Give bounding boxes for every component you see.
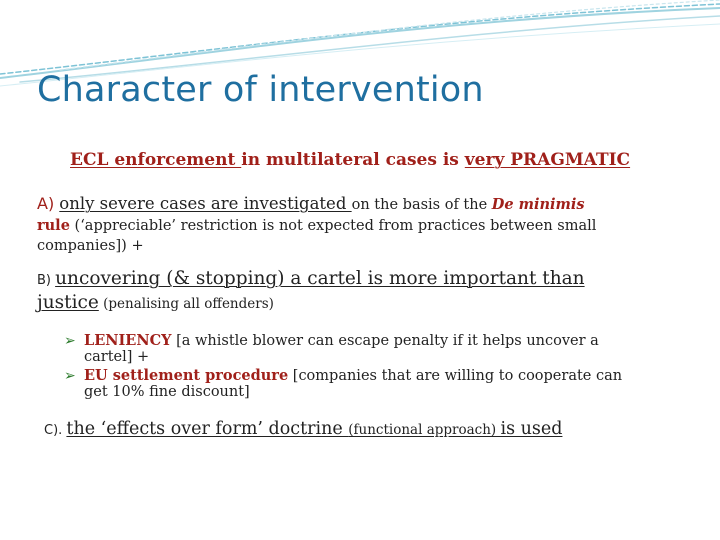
point-a-text-1: on the basis of the bbox=[351, 197, 492, 213]
bullet-2-line-2 bbox=[84, 384, 250, 400]
point-b-text: (penalising all offenders) bbox=[98, 296, 274, 312]
arrow-bullet-icon: ➢ bbox=[64, 368, 76, 384]
bullet-1-text-2: cartel] + bbox=[84, 349, 150, 365]
point-b-line-2 bbox=[37, 292, 274, 313]
point-a-text-2: (‘appreciable’ restriction is not expected from practices between small bbox=[69, 218, 597, 234]
bullet-2-text-1: [companies that are willing to cooperate can bbox=[288, 368, 623, 384]
point-a-line-3 bbox=[37, 238, 144, 254]
slide-title: Character of intervention bbox=[37, 70, 484, 110]
bullet-1-line-1 bbox=[84, 332, 599, 349]
headline bbox=[70, 150, 630, 170]
bullet-1-text-1: [a whistle blower can escape penalty if it helps uncover a bbox=[171, 333, 599, 349]
point-b-emphasis-1: uncovering (& stopping) a cartel is more important than bbox=[55, 268, 585, 289]
point-b-marker: B) bbox=[37, 273, 56, 288]
point-c-marker: C). bbox=[44, 423, 67, 438]
point-a-de-minimis: De minimis bbox=[491, 196, 585, 213]
headline-ecl-enforcement: ECL enforcement bbox=[70, 150, 242, 170]
bullet-2-eu-settlement: EU settlement procedure bbox=[84, 367, 289, 384]
point-a-rule: rule bbox=[37, 217, 70, 234]
point-b-emphasis-2: justice bbox=[37, 292, 99, 313]
headline-text: in multilateral cases is bbox=[241, 150, 465, 170]
point-a-line-2 bbox=[37, 217, 596, 234]
point-c-text: (functional approach) bbox=[348, 422, 501, 438]
bullet-1-line-2 bbox=[84, 349, 149, 365]
bullet-2-line-1 bbox=[84, 367, 622, 384]
point-c-emphasis-1: the ‘effects over form’ doctrine bbox=[66, 419, 349, 439]
point-c bbox=[44, 419, 562, 439]
point-b-line-1 bbox=[37, 268, 585, 289]
bullet-2-text-2: get 10% fine discount] bbox=[84, 384, 250, 400]
headline-pragmatic: very PRAGMATIC bbox=[464, 150, 631, 170]
point-a-emphasis: only severe cases are investigated bbox=[59, 194, 352, 213]
point-a-line-1 bbox=[37, 194, 585, 213]
point-c-emphasis-2: is used bbox=[500, 419, 563, 439]
arrow-bullet-icon: ➢ bbox=[64, 333, 76, 349]
point-a-marker: A) bbox=[37, 194, 60, 213]
point-a-text-3: companies]) + bbox=[37, 238, 144, 254]
bullet-1-leniency: LENIENCY bbox=[84, 332, 172, 349]
